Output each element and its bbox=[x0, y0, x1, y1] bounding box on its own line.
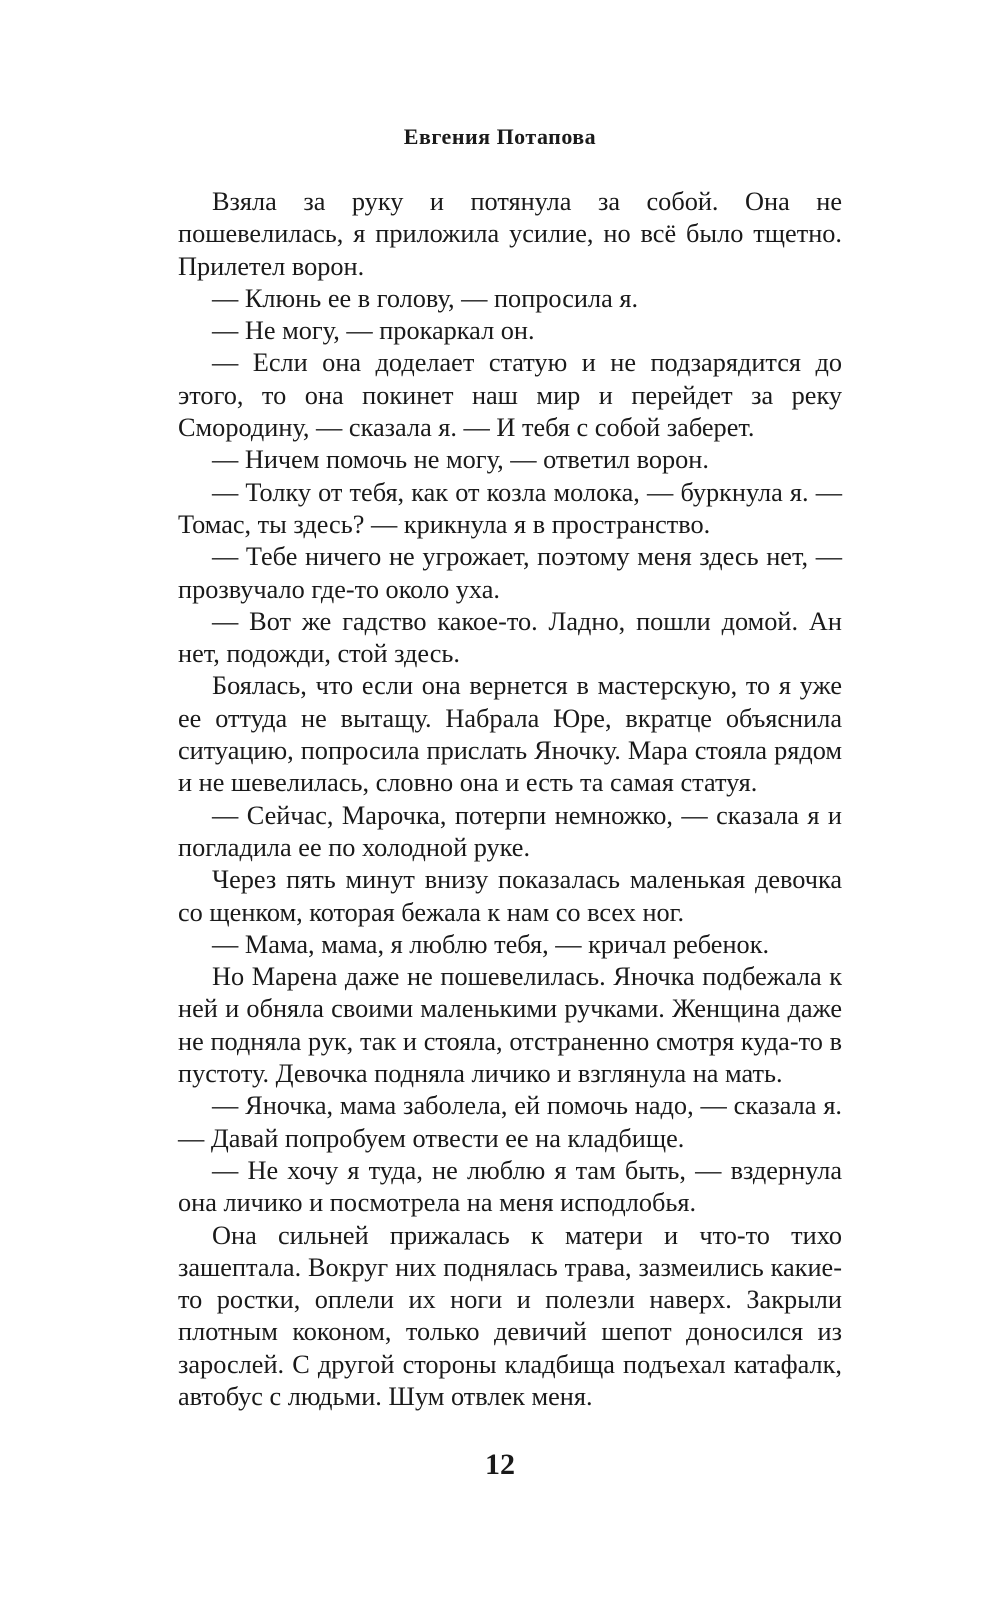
paragraph: Она сильней прижалась к матери и что-то тихо зашептала. Вокруг них поднялась трава, зазмеились какие-то ростки, оплели их ноги и полезли наверх. Закрыли плотным коконом, только девичий шепот доносился из зарослей. С другой стороны кладбища подъехал катафалк, автобус с людьми. Шум отвлек меня. bbox=[178, 1220, 842, 1411]
paragraph: Взяла за руку и потянула за собой. Она не пошевелилась, я приложила усилие, но всё было тщетно. Прилетел ворон. bbox=[178, 187, 842, 281]
paragraph: — Толку от тебя, как от козла молока, — буркнула я. — Томас, ты здесь? — крикнула я в пространство. bbox=[178, 477, 842, 539]
paragraph: — Клюнь ее в голову, — попросила я. bbox=[212, 283, 639, 313]
paragraph: — Сейчас, Марочка, потерпи немножко, — сказала я и погладила ее по холодной руке. bbox=[178, 800, 842, 862]
paragraph: Но Марена даже не пошевелилась. Яночка подбежала к ней и обняла своими маленькими ручками. Женщина даже не подняла рук, так и стояла, отстраненно смотря куда-то в пустоту. Девочка подняла личико и взглянула на мать. bbox=[178, 962, 842, 1089]
page-number: 12 bbox=[485, 1448, 515, 1481]
paragraph: — Яночка, мама заболела, ей помочь надо, — сказала я. — Давай попробуем отвести ее на кладбище. bbox=[178, 1091, 842, 1153]
paragraph: — Ничем помочь не могу, — ответил ворон. bbox=[212, 445, 709, 475]
paragraph: — Мама, мама, я люблю тебя, — кричал ребенок. bbox=[212, 929, 770, 959]
paragraph: Боялась, что если она вернется в мастерскую, то я уже ее оттуда не вытащу. Набрала Юре, вкратце объяснила ситуацию, попросила прислать Яночку. Мара стояла рядом и не шевелилась, словно она и есть та самая статуя. bbox=[178, 671, 842, 798]
running-head-author: Евгения Потапова bbox=[403, 124, 597, 149]
body-text bbox=[178, 186, 842, 1413]
paragraph: — Тебе ничего не угрожает, поэтому меня здесь нет, — прозвучало где-то около уха. bbox=[178, 542, 842, 604]
paragraph: — Не хочу я туда, не люблю я там быть, — вздернула она личико и посмотрела на меня исподлобья. bbox=[178, 1155, 842, 1218]
paragraph: Через пять минут внизу показалась маленькая девочка со щенком, которая бежала к нам со всех ног. bbox=[178, 865, 842, 927]
paragraph: — Не могу, — прокаркал он. bbox=[212, 316, 535, 346]
paragraph: — Если она доделает статую и не подзарядится до этого, то она покинет наш мир и перейдет за реку Смородину, — сказала я. — И тебя с собой заберет. bbox=[178, 348, 842, 443]
paragraph: — Вот же гадство какое-то. Ладно, пошли домой. Ан нет, подожди, стой здесь. bbox=[178, 606, 842, 669]
